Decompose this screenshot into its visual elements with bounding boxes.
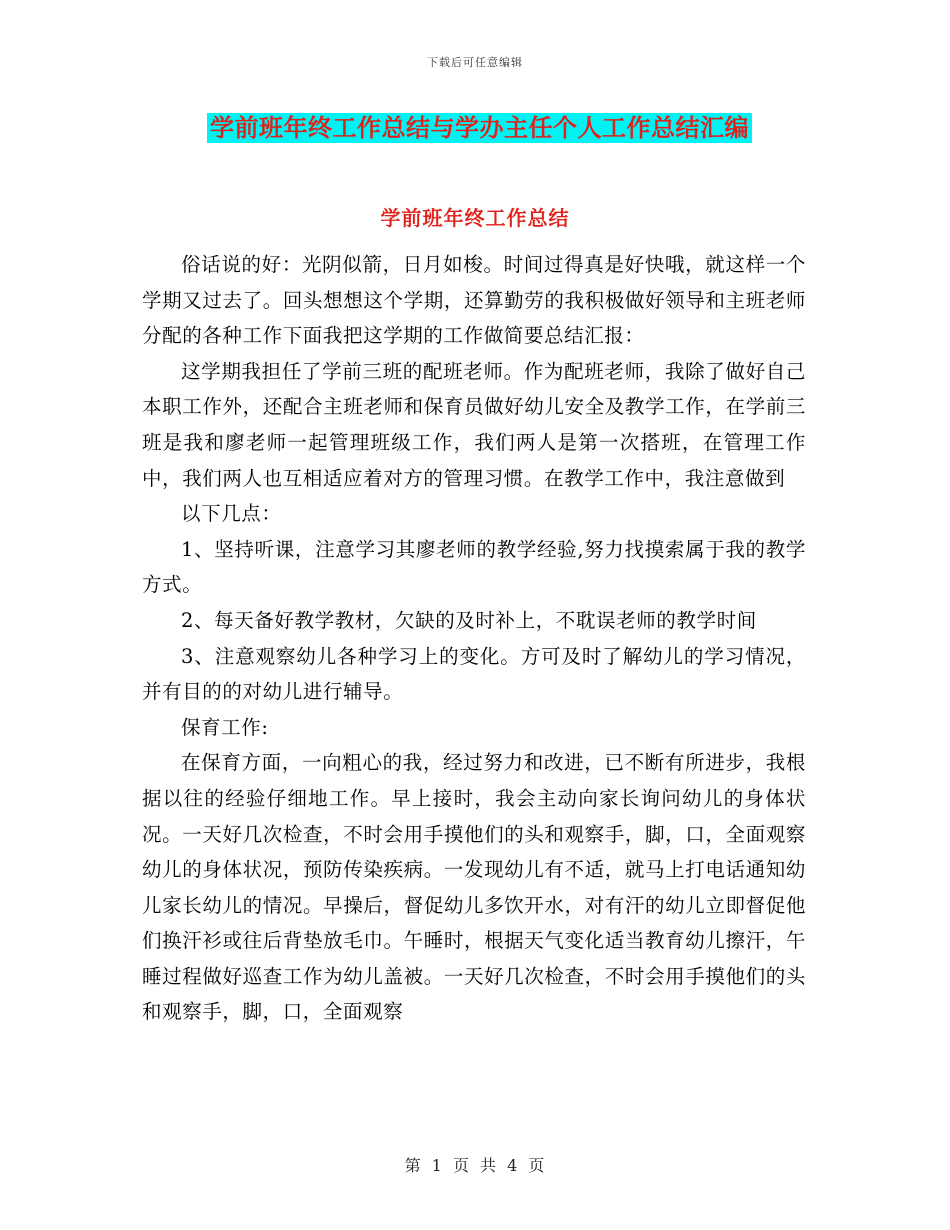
paragraph: 1、坚持听课，注意学习其廖老师的教学经验,努力找摸索属于我的教学方式。: [142, 537, 806, 597]
section-title: 学前班年终工作总结: [380, 206, 570, 230]
header-note: 下载后可任意编辑: [427, 56, 523, 69]
paragraph: 3、注意观察幼儿各种学习上的变化。方可及时了解幼儿的学习情况，并有目的的对幼儿进行辅导。: [142, 644, 806, 704]
document-body: [142, 247, 806, 1030]
paragraph: 以下几点：: [181, 502, 282, 526]
paragraph: 俗话说的好：光阴似箭，日月如梭。时间过得真是好快哦，就这样一个学期又过去了。回头想想这个学期，还算勤劳的我积极做好领导和主班老师分配的各种工作下面我把这学期的工作做简要总结汇报：: [142, 253, 806, 348]
paragraph: 保育工作:: [181, 715, 269, 739]
paragraph: 2、每天备好教学教材，欠缺的及时补上，不耽误老师的教学时间: [181, 608, 757, 632]
paragraph: 这学期我担任了学前三班的配班老师。作为配班老师，我除了做好自己本职工作外，还配合主班老师和保育员做好幼儿安全及教学工作，在学前三班是我和廖老师一起管理班级工作，我们两人是第一次搭班，在管理工作中，我们两人也互相适应着对方的管理习惯。在教学工作中，我注意做到: [142, 359, 806, 490]
page-footer: 第 1 页 共 4 页: [404, 1156, 546, 1175]
paragraph: 在保育方面，一向粗心的我，经过努力和改进，已不断有所进步，我根据以往的经验仔细地工作。早上接时，我会主动向家长询问幼儿的身体状况。一天好几次检查，不时会用手摸他们的头和观察手，脚，口，全面观察幼儿的身体状况，预防传染疾病。一发现幼儿有不适，就马上打电话通知幼儿家长幼儿的情况。早操后，督促幼儿多饮开水，对有汗的幼儿立即督促他们换汗衫或往后背垫放毛巾。午睡时，根据天气变化适当教育幼儿擦汗，午睡过程做好巡查工作为幼儿盖被。一天好几次检查，不时会用手摸他们的头和观察手，脚，口，全面观察: [142, 751, 806, 1024]
document-title: 学前班年终工作总结与学办主任个人工作总结汇编: [207, 113, 752, 143]
